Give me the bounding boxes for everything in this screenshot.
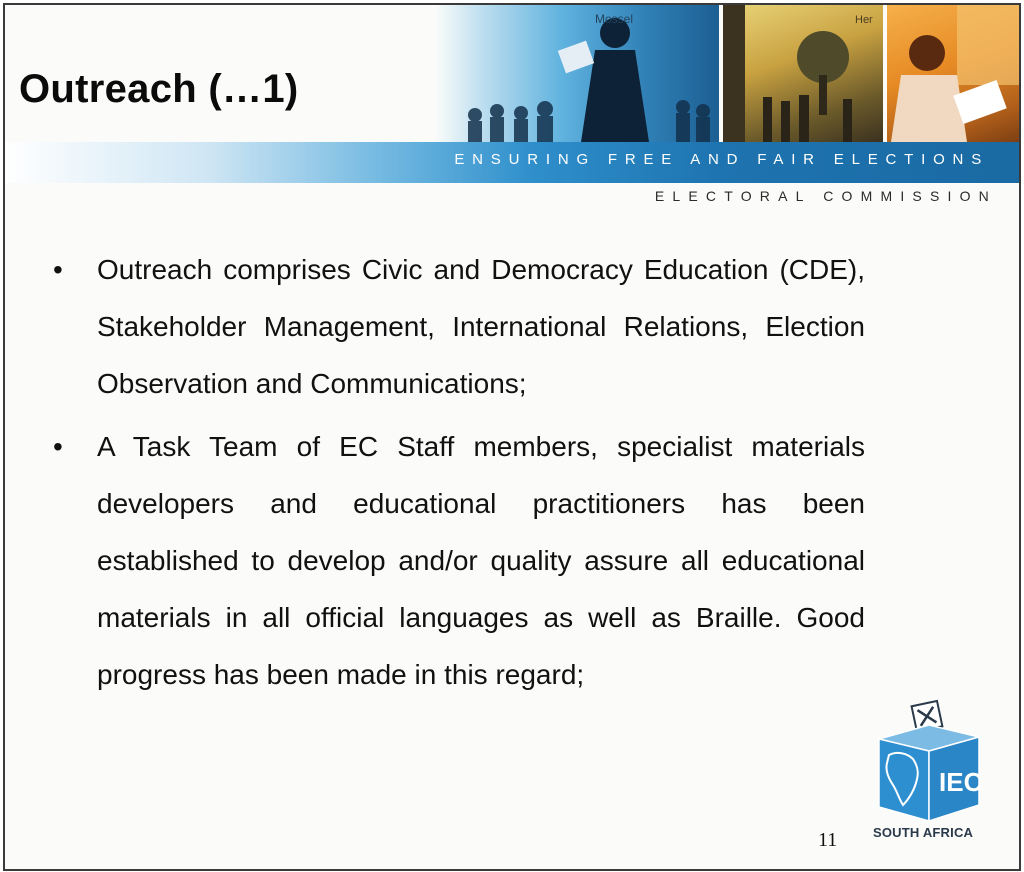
header-photo-strip <box>435 5 1019 142</box>
slide <box>3 3 1021 871</box>
banner-tagline: ENSURING FREE AND FAIR ELECTIONS <box>454 151 989 168</box>
bullet-text: Outreach comprises Civic and Democracy Education (CDE), Stakeholder Management, International Relations, Election Observation and Communications; <box>97 254 865 399</box>
bullet-item <box>53 418 865 703</box>
bullet-list <box>53 241 865 709</box>
bullet-marker: • <box>53 254 63 285</box>
logo-text: IEC <box>939 767 983 797</box>
svg-text:Mossel: Mossel <box>595 12 634 26</box>
header-photo-map-worker <box>887 5 1019 142</box>
banner-organization: ELECTORAL COMMISSION <box>654 188 997 204</box>
page-number: 11 <box>818 829 838 851</box>
header-photo-crowd <box>435 5 719 142</box>
bullet-marker: • <box>53 431 63 462</box>
slide-title: Outreach (…1) <box>19 67 299 111</box>
ballot-box-africa-icon <box>867 695 987 825</box>
bullet-item <box>53 241 865 412</box>
svg-text:Her: Her <box>855 14 873 26</box>
logo-caption: SOUTH AFRICA <box>873 825 974 840</box>
header-photo-street <box>723 5 883 142</box>
bullet-text: A Task Team of EC Staff members, specialist materials developers and educational practitioners has been established to develop and/or quality assure all educational materials in all official languages as well as Braille. Good progress has been made in this regard; <box>97 431 865 690</box>
